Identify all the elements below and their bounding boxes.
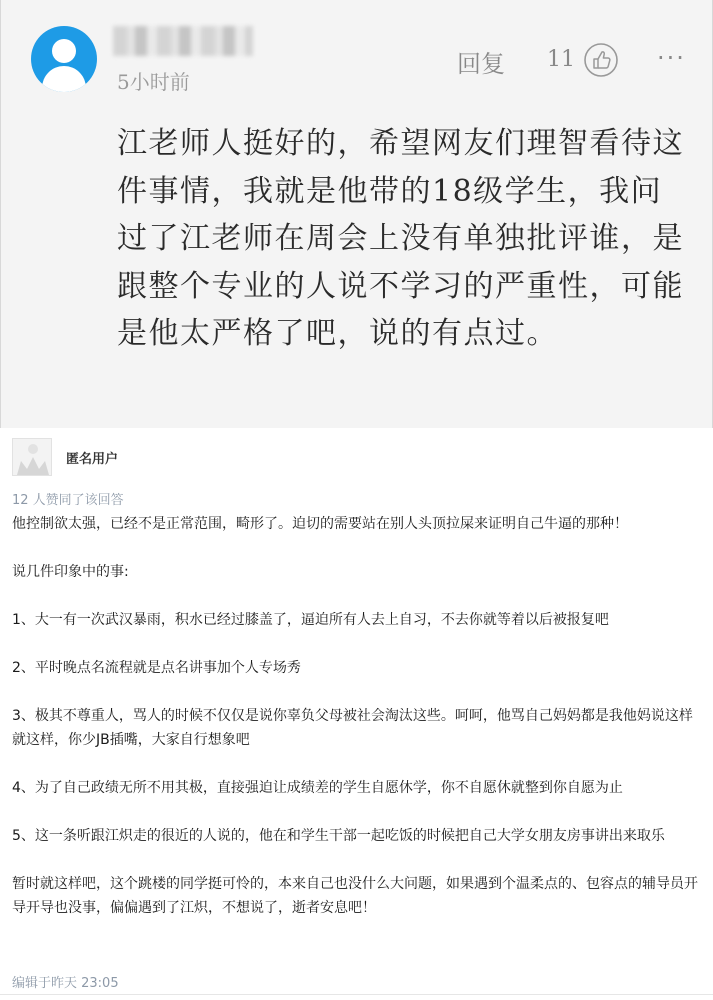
answer-paragraph: 说几件印象中的事:	[12, 564, 129, 580]
anonymous-avatar-icon[interactable]	[12, 438, 52, 476]
avatar-head	[52, 39, 76, 63]
comment-time: 5小时前	[117, 70, 190, 94]
user-avatar-icon[interactable]	[31, 26, 97, 92]
answer-paragraph: 暂时就这样吧，这个跳楼的同学挺可怜的，本来自己也没什么大问题，如果遇到个温柔点的、包容点的辅导员开导开导也没事，偏偏遇到了江炽，不想说了，逝者安息吧！	[12, 876, 698, 916]
answer-paragraph: 他控制欲太强，已经不是正常范围，畸形了。迫切的需要站在别人头顶拉屎来证明自己牛逼的那种！	[12, 516, 628, 532]
avatar-shoulders	[42, 66, 86, 92]
more-dots-icon[interactable]: ···	[657, 44, 686, 72]
edited-time[interactable]: 编辑于昨天 23:05	[12, 976, 119, 991]
answer-paragraph: 5、这一条听跟江炽走的很近的人说的，他在和学生干部一起吃饭的时候把自己大学女朋友房事讲出来取乐	[12, 828, 665, 844]
divider	[0, 994, 713, 995]
thumbs-up-icon[interactable]	[583, 42, 619, 78]
answer-card	[0, 428, 713, 1000]
username-blurred	[113, 26, 253, 56]
answer-paragraph: 2、平时晚点名流程就是点名讲事加个人专场秀	[12, 660, 301, 676]
answer-paragraph: 1、大一有一次武汉暴雨，积水已经过膝盖了，逼迫所有人去上自习，不去你就等着以后被报复吧	[12, 612, 609, 628]
answer-paragraph: 4、为了自己政绩无所不用其极，直接强迫让成绩差的学生自愿休学，你不自愿休就整到你自愿为止	[12, 780, 623, 796]
answer-body	[12, 512, 702, 944]
like-count: 11	[547, 47, 575, 72]
answer-likes-line[interactable]: 12 人赞同了该回答	[12, 493, 124, 508]
comment-card	[0, 0, 713, 428]
answer-paragraph: 3、极其不尊重人，骂人的时候不仅仅是说你辜负父母被社会淘汰这些。呵呵，他骂自己妈妈都是我他妈说这样就这样，你少JB插嘴，大家自行想象吧	[12, 708, 693, 748]
answer-author[interactable]: 匿名用户	[66, 452, 119, 467]
reply-button[interactable]: 回复	[457, 50, 505, 78]
comment-text: 江老师人挺好的，希望网友们理智看待这件事情，我就是他带的18级学生，我问过了江老师在周会上没有单独批评谁，是跟整个专业的人说不学习的严重性，可能是他太严格了吧，说的有点过。	[117, 126, 684, 352]
